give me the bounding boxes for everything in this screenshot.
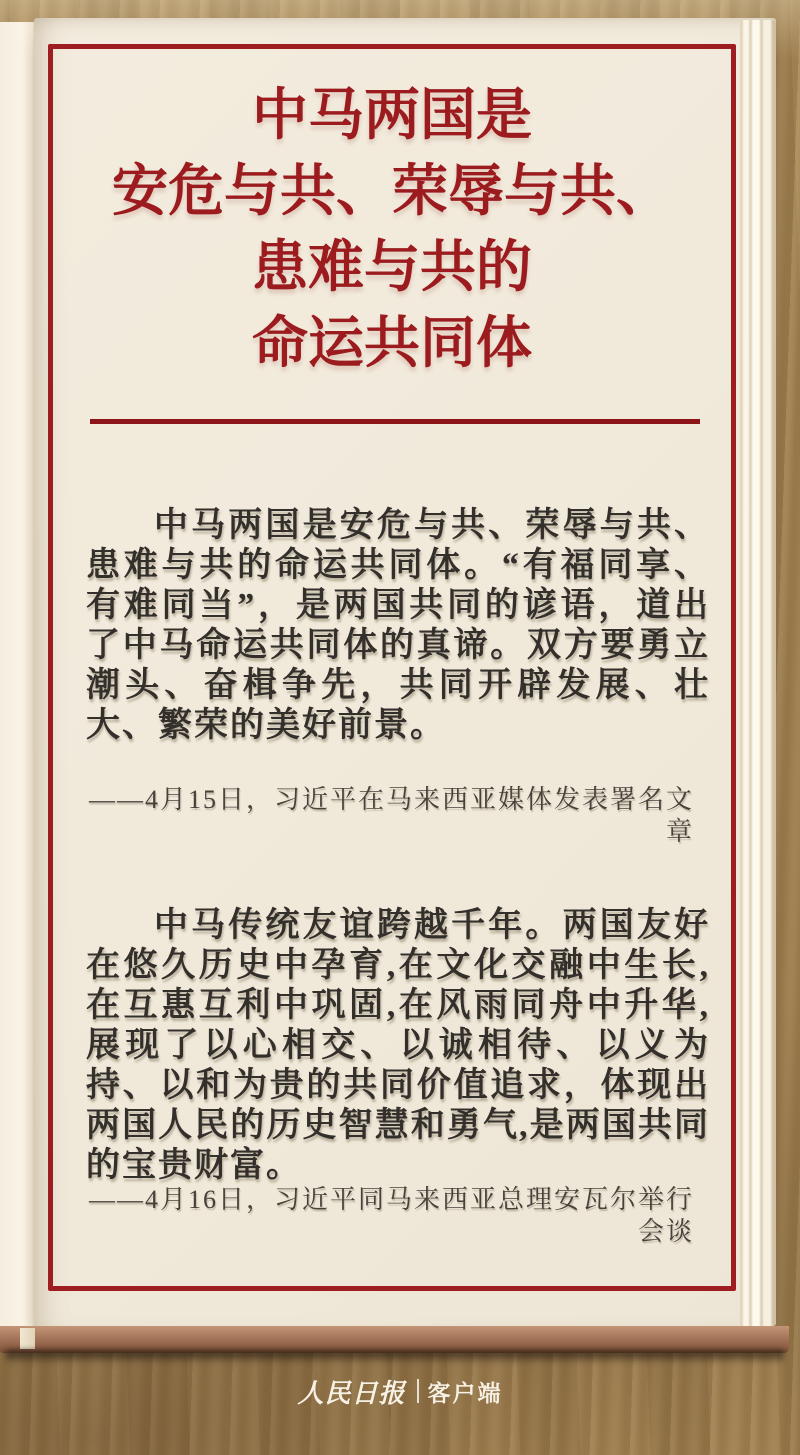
title-divider-rule: [90, 419, 700, 424]
brand-divider-bar: [417, 1379, 419, 1403]
footer-brand: [0, 1374, 800, 1408]
title-line-1: 中马两国是: [252, 85, 532, 147]
book-cover-bottom-edge: [0, 1326, 789, 1353]
title-line-2: 安危与共、荣辱与共、: [112, 161, 672, 223]
quote-paragraph-1: 中马两国是安危与共、荣辱与共、患难与共的命运共同体。“有福同享、有难同当”，是两国共同的谚语，道出了中马命运共同体的真谛。双方要勇立潮头、奋楫争先，共同开辟发展、壮大、繁荣的美好前景。: [86, 507, 710, 744]
page-title: [48, 78, 736, 382]
quote-attribution-2: ——4月16日，习近平同马来西亚总理安瓦尔举行会谈: [88, 1185, 694, 1246]
client-label: 客户端: [427, 1379, 503, 1406]
quote-attribution-1: ——4月15日，习近平在马来西亚媒体发表署名文章: [88, 785, 694, 846]
quote-paragraph-2: 中马传统友谊跨越千年。两国友好在悠久历史中孕育,在文化交融中生长,在互惠互利中巩固,在风雨同舟中升华,展现了以心相交、以诚相待、以义为持、以和为贵的共同价值追求，体现出两国人民的历史智慧和勇气,是两国共同的宝贵财富。: [86, 907, 710, 1184]
book-cover-corner: [20, 1328, 35, 1349]
title-line-3: 患难与共的: [252, 237, 532, 299]
book-page-stack-edge: [740, 20, 776, 1326]
people-daily-logo: 人民日报: [297, 1378, 406, 1409]
book-drop-shadow: [6, 1350, 784, 1364]
title-line-4: 命运共同体: [252, 313, 532, 375]
